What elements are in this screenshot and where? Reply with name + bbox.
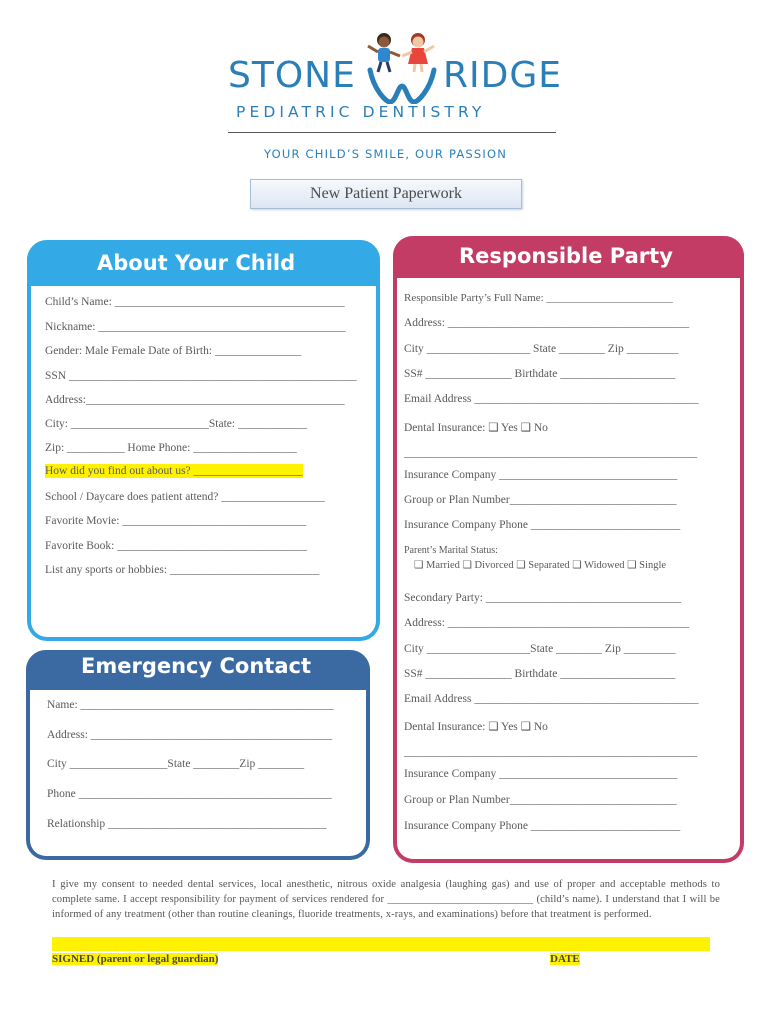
- logo-subtitle: PEDIATRIC DENTISTRY: [236, 103, 486, 121]
- city-state-field[interactable]: City: ________________________State: ____________: [45, 418, 307, 430]
- emergency-phone-field[interactable]: Phone ____________________________________________: [47, 788, 332, 800]
- resp-insurance-phone-field[interactable]: Insurance Company Phone __________________________: [404, 519, 681, 531]
- resp-email-field[interactable]: Email Address _______________________________________: [404, 393, 699, 405]
- emergency-name-field[interactable]: Name: ____________________________________________: [47, 699, 334, 711]
- secondary-group-plan-field[interactable]: Group or Plan Number_____________________________: [404, 794, 677, 806]
- consent-paragraph: I give my consent to needed dental services, local anesthetic, nitrous oxide analgesia (laughing gas) and use of proper and acceptable methods to complete same. I accept responsibility for payment of services rendered for ___________________________ (child’s name). I understand that I will be informed of any treatment (other than routine cleanings, fluoride treatments, x-rays, and examinations) before that treatment is performed.: [52, 879, 720, 920]
- responsible-panel-title: Responsible Party: [459, 244, 673, 268]
- secondary-insurance-company-field[interactable]: Insurance Company _______________________________: [404, 768, 678, 780]
- secondary-insurance-phone-field[interactable]: Insurance Company Phone __________________________: [404, 820, 681, 832]
- marital-status-label: Parent’s Marital Status:: [404, 545, 498, 556]
- page-title: New Patient Paperwork: [250, 179, 522, 209]
- hobbies-field[interactable]: List any sports or hobbies: __________________________: [45, 564, 320, 576]
- resp-ssn-birthdate-field[interactable]: SS# _______________ Birthdate ____________________: [404, 368, 676, 380]
- ssn-field[interactable]: SSN __________________________________________________: [45, 370, 357, 382]
- marital-status-checkboxes[interactable]: ❑ Married ❑ Divorced ❑ Separated ❑ Widowed ❑ Single: [414, 560, 667, 571]
- tagline: YOUR CHILD’S SMILE, OUR PASSION: [264, 147, 508, 161]
- emergency-relationship-field[interactable]: Relationship ______________________________________: [47, 818, 327, 830]
- school-field[interactable]: School / Daycare does patient attend? __________________: [45, 491, 325, 503]
- logo-wordmark-right: RIDGE: [443, 55, 562, 96]
- address-field[interactable]: Address:_____________________________________________: [45, 394, 345, 406]
- resp-blank-line[interactable]: ___________________________________________________: [404, 447, 698, 459]
- nickname-field[interactable]: Nickname: ___________________________________________: [45, 321, 346, 333]
- secondary-dental-insurance-checkboxes[interactable]: Dental Insurance: ❑ Yes ❑ No: [404, 721, 548, 733]
- signed-label: SIGNED (parent or legal guardian): [52, 953, 219, 965]
- emergency-panel-title: Emergency Contact: [81, 654, 311, 678]
- secondary-party-field[interactable]: Secondary Party: __________________________________: [404, 592, 682, 604]
- favorite-movie-field[interactable]: Favorite Movie: ________________________________: [45, 515, 307, 527]
- header-divider: [228, 132, 556, 133]
- secondary-address-field[interactable]: Address: __________________________________________: [404, 617, 690, 629]
- resp-full-name-field[interactable]: Responsible Party’s Full Name: _______________________: [404, 292, 673, 304]
- resp-address-field[interactable]: Address: __________________________________________: [404, 317, 690, 329]
- zip-phone-field[interactable]: Zip: __________ Home Phone: __________________: [45, 442, 297, 454]
- resp-city-state-zip-field[interactable]: City __________________ State ________ Zip _________: [404, 343, 679, 355]
- signature-line[interactable]: [52, 937, 710, 951]
- secondary-email-field[interactable]: Email Address _______________________________________: [404, 693, 699, 705]
- gender-dob-field[interactable]: Gender: Male Female Date of Birth: _______________: [45, 345, 302, 357]
- emergency-address-field[interactable]: Address: __________________________________________: [47, 729, 333, 741]
- resp-group-plan-field[interactable]: Group or Plan Number_____________________________: [404, 494, 677, 506]
- secondary-city-state-zip-field[interactable]: City __________________State ________ Zip _________: [404, 643, 676, 655]
- emergency-city-state-zip-field[interactable]: City _________________State ________Zip ________: [47, 758, 305, 770]
- resp-insurance-company-field[interactable]: Insurance Company _______________________________: [404, 469, 678, 481]
- referral-source-field[interactable]: How did you find out about us? ___________________: [45, 465, 303, 477]
- favorite-book-field[interactable]: Favorite Book: _________________________________: [45, 540, 307, 552]
- secondary-blank-line[interactable]: ___________________________________________________: [404, 746, 698, 758]
- logo-children-tooth-icon: [360, 30, 444, 104]
- date-label: DATE: [550, 953, 580, 965]
- childs-name-field[interactable]: Child’s Name: ________________________________________: [45, 296, 345, 308]
- resp-dental-insurance-checkboxes[interactable]: Dental Insurance: ❑ Yes ❑ No: [404, 422, 548, 434]
- secondary-ssn-birthdate-field[interactable]: SS# _______________ Birthdate ____________________: [404, 668, 676, 680]
- logo-wordmark-left: STONE: [228, 55, 356, 96]
- about-panel-title: About Your Child: [97, 251, 296, 275]
